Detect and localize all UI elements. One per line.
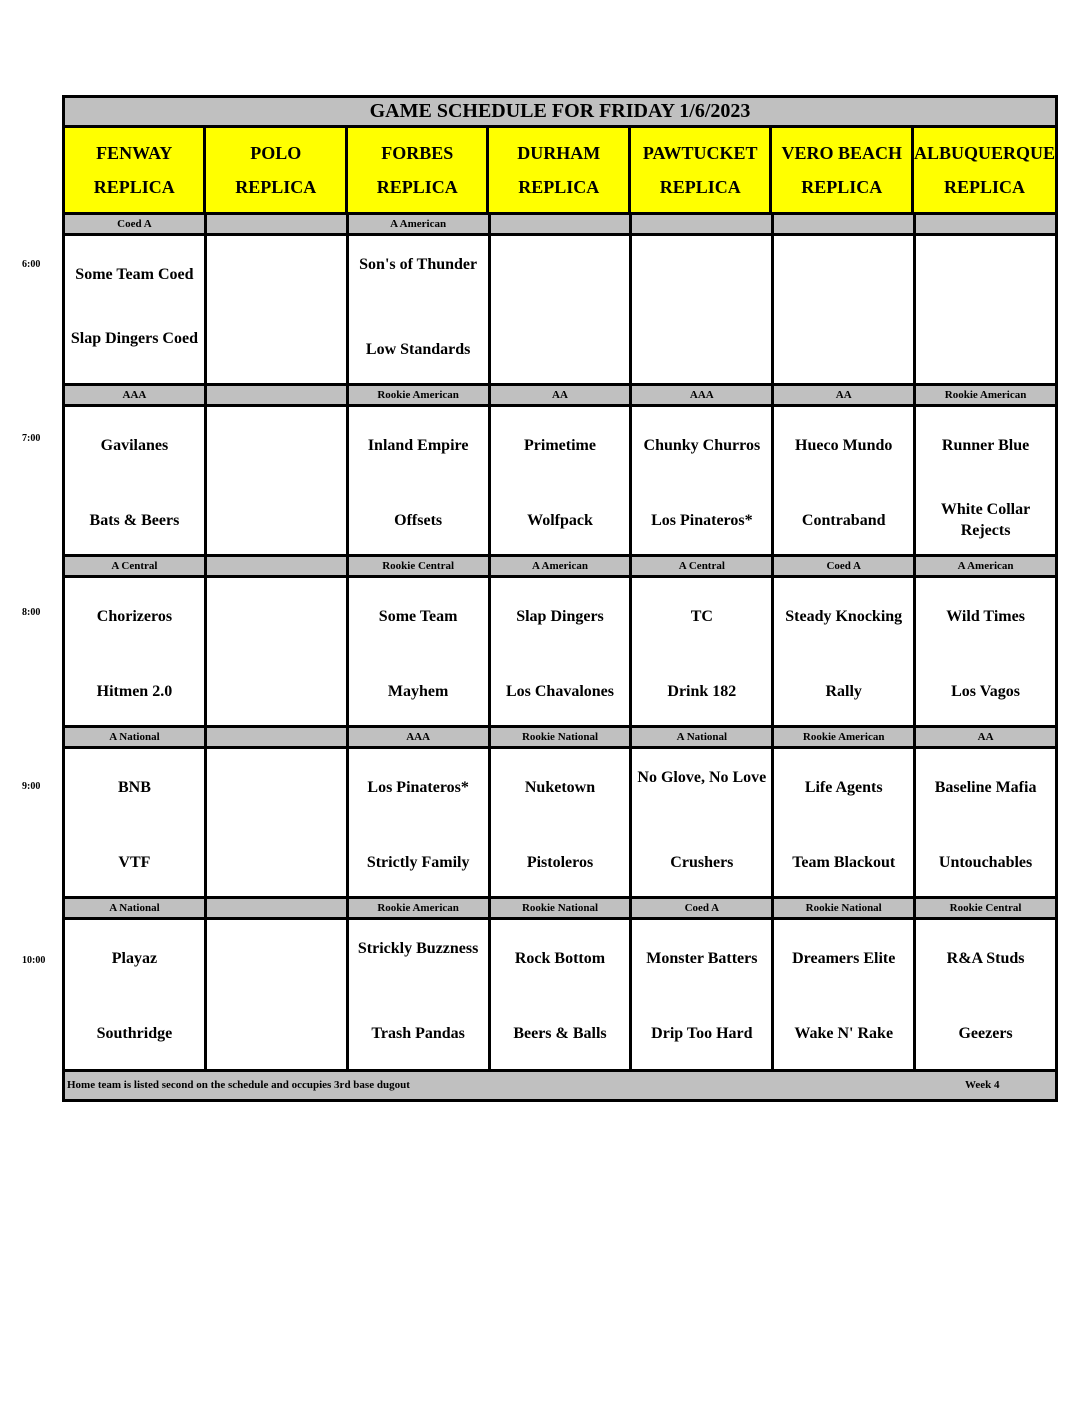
away-team: BNB bbox=[117, 779, 151, 796]
away-team: TC bbox=[690, 608, 713, 625]
away-team: Steady Knocking bbox=[785, 608, 903, 625]
division-label: A Central bbox=[632, 557, 771, 575]
home-team: Slap Dingers Coed bbox=[70, 330, 198, 347]
away-team: Strickly Buzzness bbox=[357, 940, 479, 957]
game-slot bbox=[207, 578, 346, 725]
home-team: White Collar Rejects bbox=[940, 501, 1031, 539]
game-slot bbox=[491, 749, 630, 896]
division-label: AAA bbox=[349, 728, 488, 746]
field-subtitle: REPLICA bbox=[518, 176, 600, 197]
game-slot bbox=[65, 578, 204, 725]
field-subtitle: REPLICA bbox=[376, 176, 458, 197]
game-slot bbox=[349, 920, 488, 1069]
division-label bbox=[207, 728, 346, 746]
division-label: AAA bbox=[65, 386, 204, 404]
field-subtitle: REPLICA bbox=[801, 176, 883, 197]
division-label: AAA bbox=[632, 386, 771, 404]
division-label: Rookie Central bbox=[349, 557, 488, 575]
field-name: DURHAM bbox=[517, 142, 601, 163]
time-column bbox=[0, 0, 62, 1408]
game-slot bbox=[632, 236, 771, 383]
division-label: A American bbox=[916, 557, 1055, 575]
home-team: Los Vagos bbox=[951, 683, 1021, 700]
game-slot bbox=[65, 920, 204, 1069]
game-slot bbox=[65, 749, 204, 896]
away-team: Wild Times bbox=[946, 608, 1025, 625]
division-label: A Central bbox=[65, 557, 204, 575]
game-slot bbox=[207, 236, 346, 383]
time-label: 6:00 bbox=[22, 259, 41, 270]
away-team: Dreamers Elite bbox=[792, 950, 896, 967]
home-team: VTF bbox=[118, 854, 151, 871]
home-team: Mayhem bbox=[387, 683, 449, 700]
away-team: Some Team bbox=[378, 608, 458, 625]
away-team: Son's of Thunder bbox=[359, 256, 478, 273]
field-name: FORBES bbox=[381, 142, 454, 163]
away-team: Playaz bbox=[111, 950, 158, 967]
away-team: Gavilanes bbox=[100, 437, 169, 454]
division-label: AA bbox=[491, 386, 630, 404]
home-team: Southridge bbox=[96, 1025, 173, 1042]
home-team: Rally bbox=[825, 683, 862, 700]
field-name: FENWAY bbox=[96, 142, 173, 163]
game-slot bbox=[632, 920, 771, 1069]
division-label bbox=[774, 215, 913, 233]
game-slot bbox=[774, 749, 913, 896]
game-slot bbox=[632, 578, 771, 725]
division-label: Coed A bbox=[774, 557, 913, 575]
home-team: Wolfpack bbox=[527, 512, 593, 529]
games-row bbox=[65, 920, 1055, 1072]
home-team: Crushers bbox=[670, 854, 734, 871]
division-label: Coed A bbox=[65, 215, 204, 233]
division-label: AA bbox=[774, 386, 913, 404]
game-slot bbox=[916, 236, 1055, 383]
field-subtitle: REPLICA bbox=[659, 176, 741, 197]
away-team: Primetime bbox=[524, 437, 596, 454]
game-slot bbox=[349, 578, 488, 725]
game-slot bbox=[349, 236, 488, 383]
division-row bbox=[65, 557, 1055, 578]
division-label: Rookie National bbox=[491, 728, 630, 746]
division-label: Coed A bbox=[632, 899, 771, 917]
field-subtitle: REPLICA bbox=[943, 176, 1025, 197]
time-label: 10:00 bbox=[22, 955, 46, 966]
game-slot bbox=[207, 920, 346, 1069]
away-team: No Glove, No Love bbox=[637, 769, 767, 786]
away-team: Hueco Mundo bbox=[795, 437, 893, 454]
game-slot bbox=[916, 407, 1055, 554]
division-label bbox=[207, 215, 346, 233]
field-name: ALBUQUERQUE bbox=[913, 142, 1055, 163]
division-row bbox=[65, 899, 1055, 920]
home-team: Bats & Beers bbox=[89, 512, 180, 529]
home-team: Untouchables bbox=[938, 854, 1033, 871]
division-label: Rookie Central bbox=[916, 899, 1055, 917]
division-label bbox=[207, 386, 346, 404]
footer-bar bbox=[65, 1072, 1055, 1099]
away-team: Rock Bottom bbox=[514, 950, 606, 967]
away-team: Runner Blue bbox=[941, 437, 1030, 454]
home-team: Wake N' Rake bbox=[794, 1025, 894, 1042]
division-label bbox=[916, 215, 1055, 233]
home-team: Pistoleros bbox=[526, 854, 594, 871]
field-subtitle: REPLICA bbox=[235, 176, 317, 197]
division-label: Rookie American bbox=[916, 386, 1055, 404]
home-team: Team Blackout bbox=[792, 854, 896, 871]
game-slot bbox=[632, 407, 771, 554]
away-team: Chunky Churros bbox=[643, 437, 761, 454]
field-header bbox=[489, 128, 627, 212]
home-team: Beers & Balls bbox=[513, 1025, 607, 1042]
game-slot bbox=[774, 578, 913, 725]
field-name: PAWTUCKET bbox=[642, 142, 758, 163]
division-label: A National bbox=[65, 899, 204, 917]
game-slot bbox=[491, 578, 630, 725]
home-team: Geezers bbox=[958, 1025, 1013, 1042]
away-team: R&A Studs bbox=[946, 950, 1025, 967]
field-header bbox=[65, 128, 203, 212]
game-slot bbox=[65, 407, 204, 554]
away-team: Monster Batters bbox=[646, 950, 758, 967]
field-header bbox=[348, 128, 487, 212]
away-team: Chorizeros bbox=[96, 608, 173, 625]
time-label: 7:00 bbox=[22, 433, 41, 444]
field-name: POLO bbox=[250, 142, 302, 163]
game-slot bbox=[774, 236, 913, 383]
division-label: Rookie American bbox=[774, 728, 913, 746]
game-slot bbox=[65, 236, 204, 383]
division-label: Rookie American bbox=[349, 899, 488, 917]
game-slot bbox=[632, 749, 771, 896]
game-slot bbox=[491, 407, 630, 554]
division-label: A National bbox=[632, 728, 771, 746]
footer-note: Home team is listed second on the schedule and occupies 3rd base dugout bbox=[67, 1079, 410, 1091]
away-team: Inland Empire bbox=[367, 437, 469, 454]
game-slot bbox=[207, 407, 346, 554]
division-label: A National bbox=[65, 728, 204, 746]
home-team: Strictly Family bbox=[366, 854, 470, 871]
division-label: Rookie American bbox=[349, 386, 488, 404]
time-slots bbox=[65, 215, 1055, 1072]
field-header-row bbox=[65, 128, 1055, 215]
games-row bbox=[65, 236, 1055, 386]
away-team: Baseline Mafia bbox=[934, 779, 1037, 796]
game-slot bbox=[774, 920, 913, 1069]
field-header bbox=[914, 128, 1055, 212]
games-row bbox=[65, 578, 1055, 728]
division-label: Rookie National bbox=[774, 899, 913, 917]
home-team: Contraband bbox=[801, 512, 886, 529]
home-team: Hitmen 2.0 bbox=[96, 683, 173, 700]
home-team: Trash Pandas bbox=[371, 1025, 465, 1042]
away-team: Slap Dingers bbox=[516, 608, 604, 625]
game-slot bbox=[774, 407, 913, 554]
schedule-title: GAME SCHEDULE FOR FRIDAY 1/6/2023 bbox=[65, 98, 1055, 128]
game-slot bbox=[491, 236, 630, 383]
division-label bbox=[207, 557, 346, 575]
home-team: Offsets bbox=[394, 512, 443, 529]
division-label: A American bbox=[349, 215, 488, 233]
home-team: Los Pinateros* bbox=[651, 512, 753, 529]
division-row bbox=[65, 386, 1055, 407]
home-team: Low Standards bbox=[365, 341, 471, 358]
away-team: Life Agents bbox=[804, 779, 883, 796]
division-row bbox=[65, 215, 1055, 236]
division-label bbox=[207, 899, 346, 917]
field-header bbox=[631, 128, 770, 212]
game-slot bbox=[349, 407, 488, 554]
games-row bbox=[65, 749, 1055, 899]
division-row bbox=[65, 728, 1055, 749]
schedule-table bbox=[62, 95, 1058, 1102]
game-slot bbox=[491, 920, 630, 1069]
game-slot bbox=[207, 749, 346, 896]
games-row bbox=[65, 407, 1055, 557]
field-header bbox=[772, 128, 911, 212]
field-header bbox=[206, 128, 345, 212]
game-slot bbox=[349, 749, 488, 896]
division-label bbox=[491, 215, 630, 233]
week-label: Week 4 bbox=[965, 1079, 1000, 1091]
time-label: 8:00 bbox=[22, 607, 41, 618]
game-slot bbox=[916, 920, 1055, 1069]
game-slot bbox=[916, 578, 1055, 725]
field-name: VERO BEACH bbox=[781, 142, 902, 163]
division-label: Rookie National bbox=[491, 899, 630, 917]
away-team: Los Pinateros* bbox=[367, 779, 469, 796]
away-team: Some Team Coed bbox=[75, 266, 194, 283]
field-subtitle: REPLICA bbox=[93, 176, 175, 197]
home-team: Drink 182 bbox=[667, 683, 737, 700]
division-label bbox=[632, 215, 771, 233]
home-team: Los Chavalones bbox=[505, 683, 614, 700]
game-slot bbox=[916, 749, 1055, 896]
division-label: A American bbox=[491, 557, 630, 575]
away-team: Nuketown bbox=[524, 779, 596, 796]
time-label: 9:00 bbox=[22, 781, 41, 792]
home-team: Drip Too Hard bbox=[651, 1025, 753, 1042]
division-label: AA bbox=[916, 728, 1055, 746]
